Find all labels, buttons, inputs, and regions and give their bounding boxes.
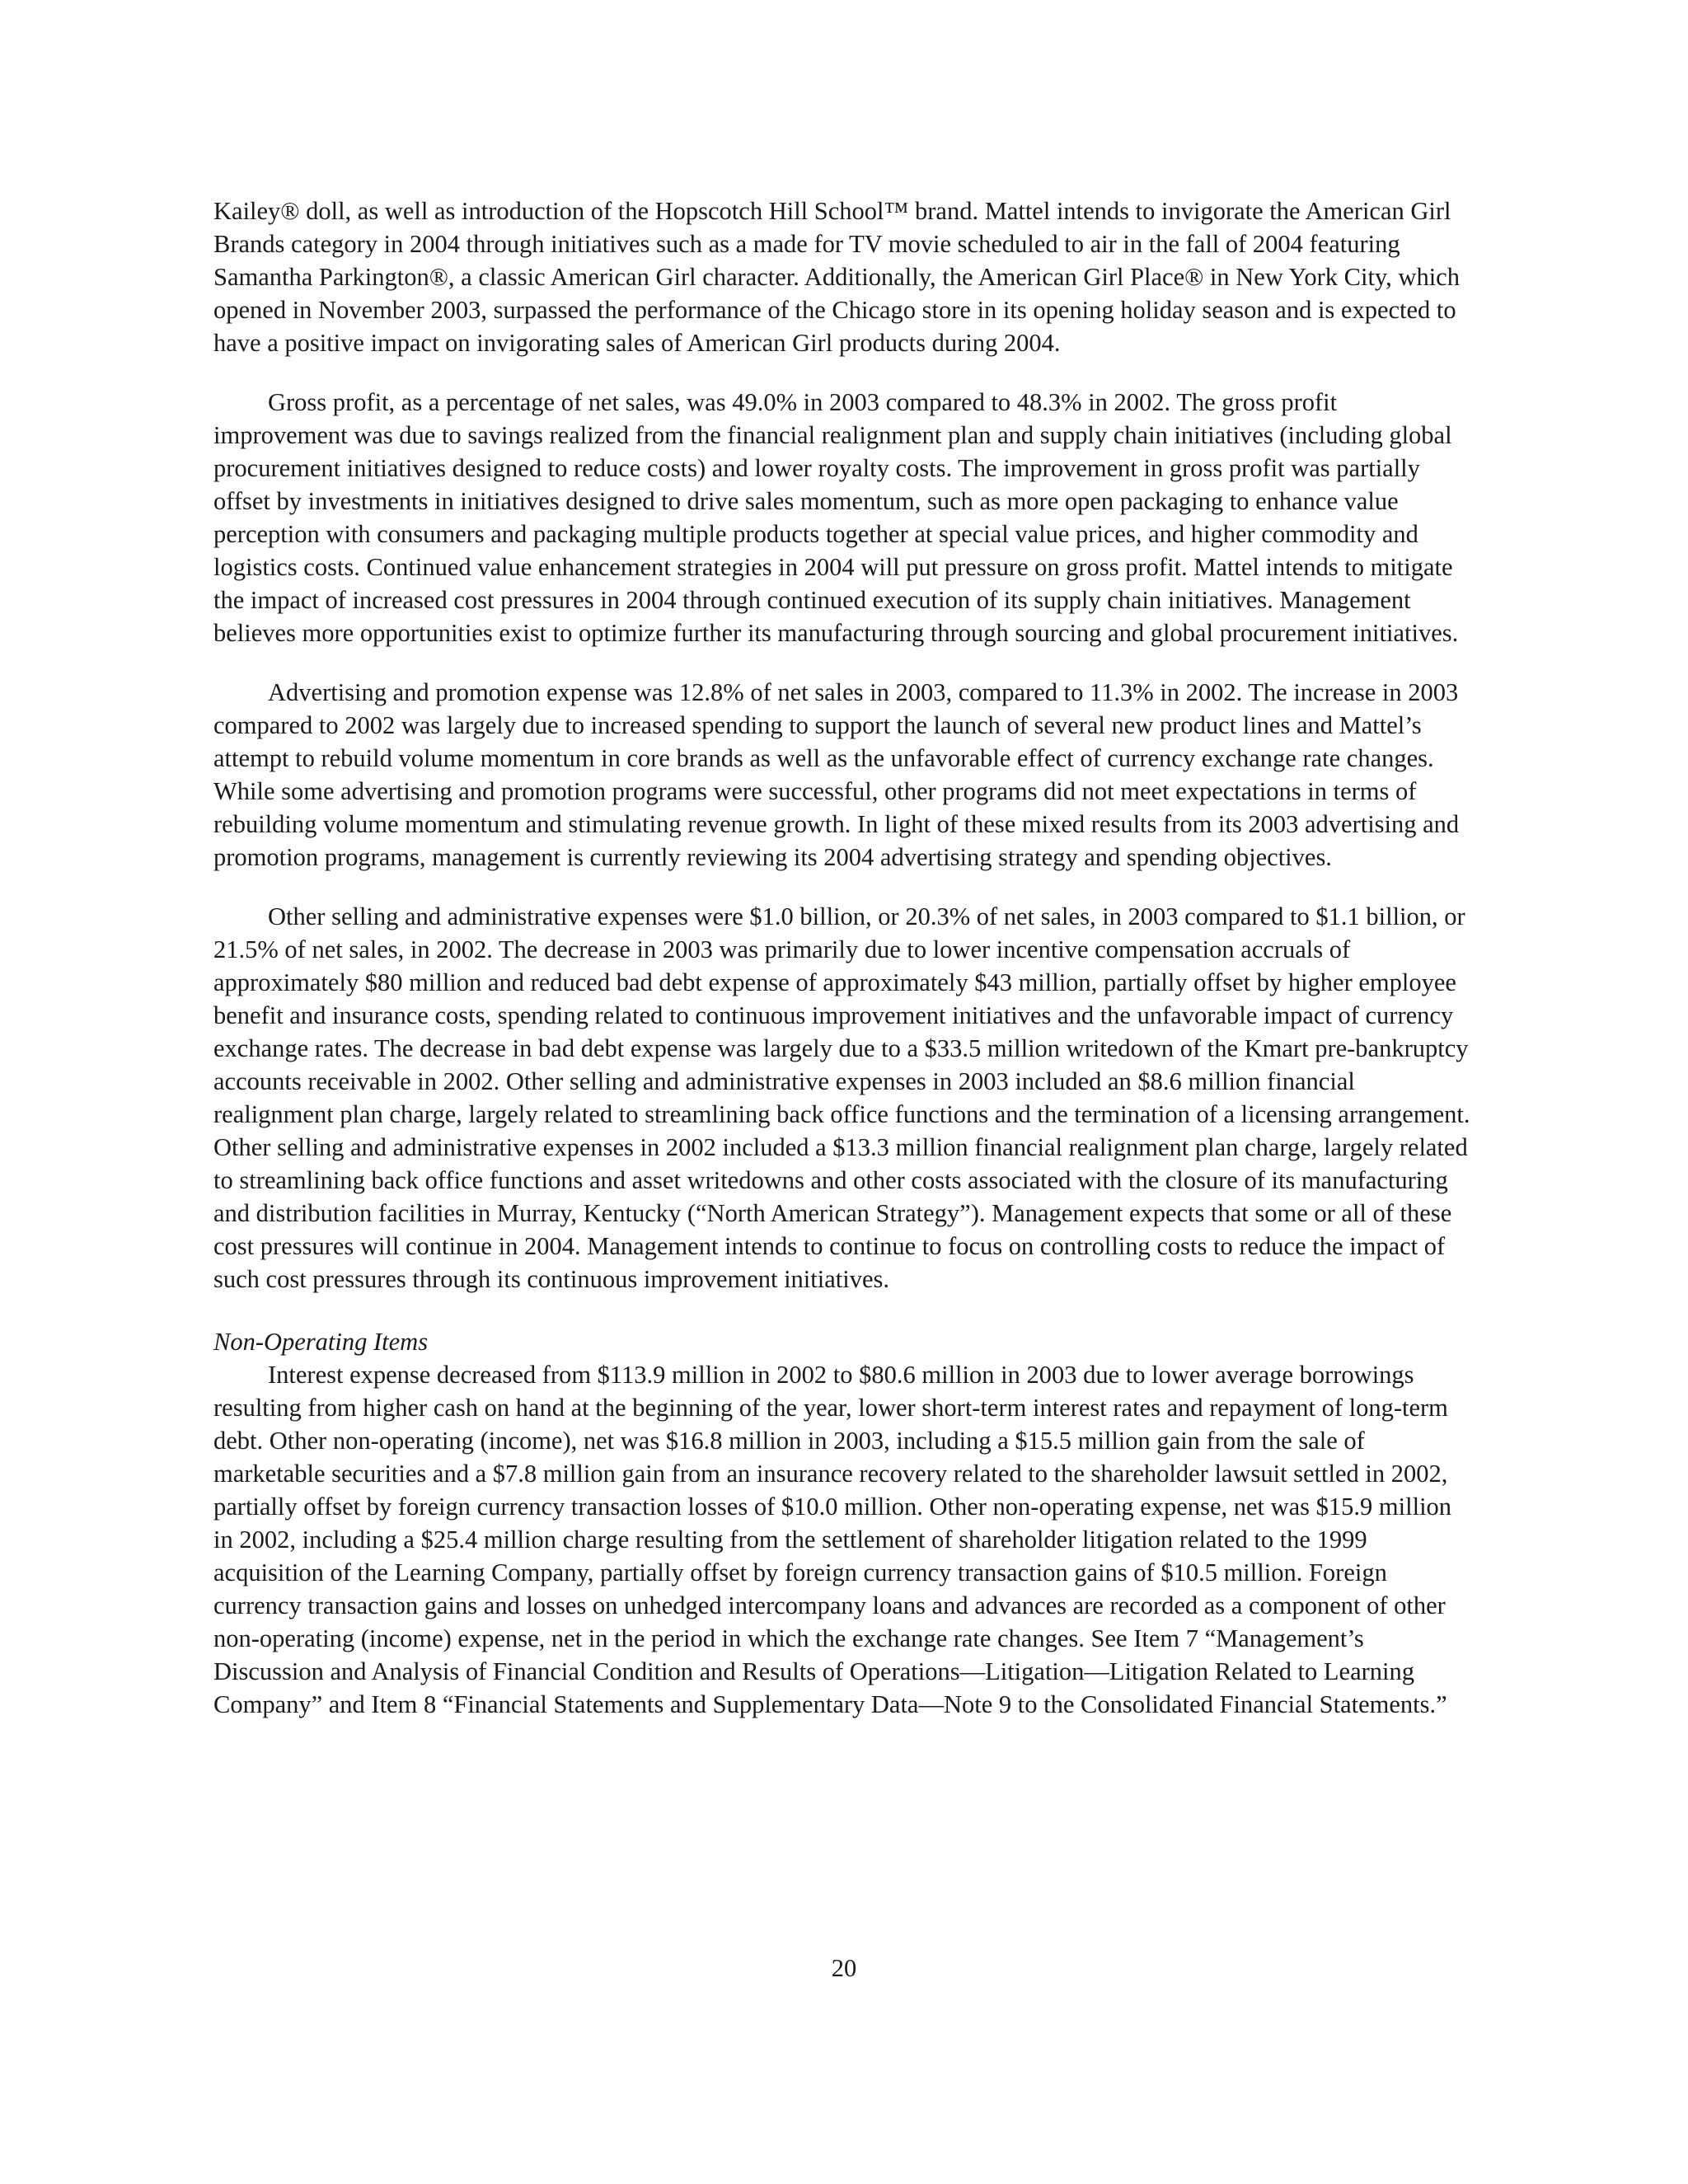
paragraph-interest-expense: Interest expense decreased from $113.9 million in 2002 to $80.6 million in 2003 due to lower average borrowings resulting from higher cash on hand at the beginning of the year, lower short-term interest rates and repayment of long-term debt. Other non-operating (income), net was $16.8 million in 2003, including a $15.5 million gain from the sale of marketable securities and a $7.8 million gain from an insurance recovery related to the shareholder lawsuit settled in 2002, partially offset by foreign currency transaction losses of $10.0 million. Other non-operating expense, net was $15.9 million in 2002, including a $25.4 million charge resulting from the settlement of shareholder litigation related to the 1999 acquisition of the Learning Company, partially offset by foreign currency transaction gains of $10.5 million. Foreign currency transaction gains and losses on unhedged intercompany loans and advances are recorded as a component of other non-operating (income) expense, net in the period in which the exchange rate changes. See Item 7 “Management’s Discussion and Analysis of Financial Condition and Results of Operations—Litigation—Litigation Related to Learning Company” and Item 8 “Financial Statements and Supplementary Data—Note 9 to the Consolidated Financial Statements.” [213,1361,1452,1718]
paragraph-gross-profit: Gross profit, as a percentage of net sales, was 49.0% in 2003 compared to 48.3% in 2002. The gross profit improvement was due to savings realized from the financial realignment plan and supply chain initiatives (including global procurement initiatives designed to reduce costs) and lower royalty costs. The improvement in gross profit was partially offset by investments in initiatives designed to drive sales momentum, such as more open packaging to enhance value perception with consumers and packaging multiple products together at special value prices, and higher commodity and logistics costs. Continued value enhancement strategies in 2004 will put pressure on gross profit. Mattel intends to mitigate the impact of increased cost pressures in 2004 through continued execution of its supply chain initiatives. Management believes more opportunities exist to optimize further its manufacturing through sourcing and global procurement initiatives. [213,388,1459,647]
paragraph-american-girl: Kailey® doll, as well as introduction of the Hopscotch Hill School™ brand. Mattel intends to invigorate the American Girl Brands category in 2004 through initiatives such as a made for TV movie scheduled to air in the fall of 2004 featuring Samantha Parkington®, a classic American Girl character. Additionally, the American Girl Place® in New York City, which opened in November 2003, surpassed the performance of the Chicago store in its opening holiday season and is expected to have a positive impact on invigorating sales of American Girl products during 2004. [213,197,1460,357]
document-page [213,194,1475,1747]
paragraph-advertising: Advertising and promotion expense was 12.8% of net sales in 2003, compared to 11.3% in 2002. The increase in 2003 compared to 2002 was largely due to increased spending to support the launch of several new product lines and Mattel’s attempt to rebuild volume momentum in core brands as well as the unfavorable effect of currency exchange rate changes. While some advertising and promotion programs were successful, other programs did not meet expectations in terms of rebuilding volume momentum and stimulating revenue growth. In light of these mixed results from its 2003 advertising and promotion programs, management is currently reviewing its 2004 advertising strategy and spending objectives. [213,678,1460,871]
paragraph-selling-admin: Other selling and administrative expenses were $1.0 billion, or 20.3% of net sales, in 2003 compared to $1.1 billion, or 21.5% of net sales, in 2002. The decrease in 2003 was primarily due to lower incentive compensation accruals of approximately $80 million and reduced bad debt expense of approximately $43 million, partially offset by higher employee benefit and insurance costs, spending related to continuous improvement initiatives and the unfavorable impact of currency exchange rates. The decrease in bad debt expense was largely due to a $33.5 million writedown of the Kmart pre-bankruptcy accounts receivable in 2002. Other selling and administrative expenses in 2003 included an $8.6 million financial realignment plan charge, largely related to streamlining back office functions and the termination of a licensing arrangement. Other selling and administrative expenses in 2002 included a $13.3 million financial realignment plan charge, largely related to streamlining back office functions and asset writedowns and other costs associated with the closure of its manufacturing and distribution facilities in Murray, Kentucky (“North American Strategy”). Management expects that some or all of these cost pressures will continue in 2004. Management intends to continue to focus on controlling costs to reduce the impact of such cost pressures through its continuous improvement initiatives. [213,902,1470,1293]
page-number: 20 [831,1954,857,1982]
section-heading-non-operating: Non-Operating Items [213,1328,429,1356]
